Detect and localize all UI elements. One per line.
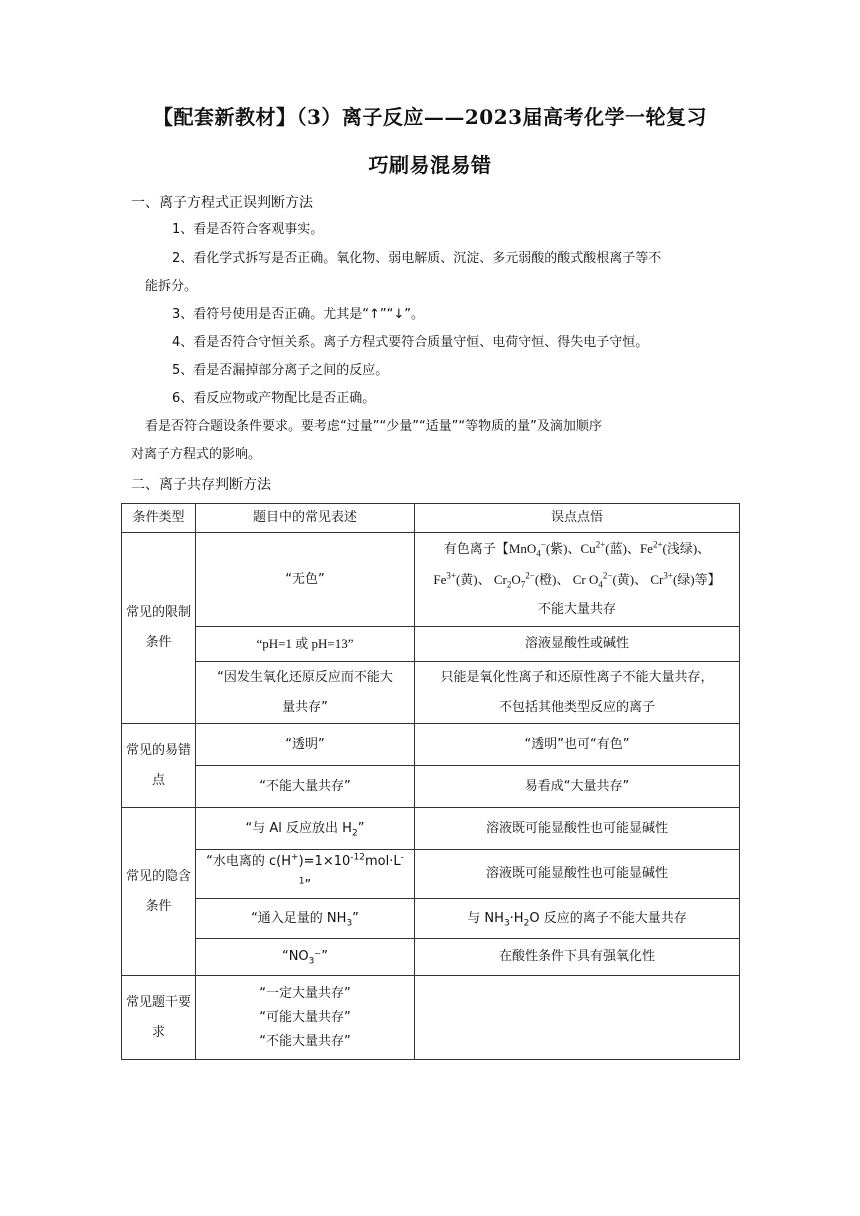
table-row — [122, 808, 740, 850]
table-row — [122, 533, 740, 627]
table-row — [122, 627, 740, 662]
expr-ph: “pH=1 或 pH=13” — [196, 627, 415, 662]
expr-redox: “因发生氧化还原反应而不能大 量共存” — [196, 662, 415, 724]
req-cannot-coexist: “不能大量共存” — [259, 1033, 351, 1049]
note-colored-ions: 有色离子【MnO$_4$−(紫)、$Cu^{2+}$(蓝)、$Fe^{2+}$(浅绿)、 $Fe^{3+}$(黄)、 $Cr_2O_7^{2-}$(橙)、 Cr $O_4^{2-}$(黄)、 $Cr^{3+}$(绿)等】 不能大量共存 — [415, 533, 740, 627]
expr-colorless: “无色” — [196, 533, 415, 627]
expr-water-ionization: “水电离的 $c(H^+)=1\times 10^{-12}mol\cdot L^{-1}$” — [196, 850, 415, 899]
header-condition-type: 条件类型 — [122, 504, 196, 533]
note-transparent: “透明”也可“有色” — [415, 724, 740, 766]
table-row — [122, 850, 740, 899]
document-title-line1: 【配套新教材】（3）离子反应——2023届高考化学一轮复习 — [152, 105, 708, 129]
section1-heading: 一、离子方程式正误判断方法 — [131, 195, 313, 211]
condition-note-line1: 看是否符合题设条件要求。要考虑“过量”“少量”“适量”“等物质的量”及滴加顺序 — [145, 419, 602, 434]
note-requirements-empty — [415, 976, 740, 1060]
rule-item-4: 4、看是否符合守恒关系。离子方程式要符合质量守恒、电荷守恒、得失电子守恒。 — [172, 335, 649, 350]
req-definitely-coexist: “一定大量共存” — [259, 985, 351, 1001]
section2-heading: 二、离子共存判断方法 — [131, 477, 271, 493]
note-redox: 只能是氧化性离子和还原性离子不能大量共存， 不包括其他类型反应的离子 — [415, 662, 740, 724]
group-limit-conditions: 常见的限制条件 — [122, 533, 196, 724]
table-row — [122, 724, 740, 766]
expr-transparent: “透明” — [196, 724, 415, 766]
expr-cannot-coexist: “不能大量共存” — [196, 766, 415, 808]
header-mistake-tips: 误点点悟 — [415, 504, 740, 533]
expr-nh3: “通入足量的 $NH_3$” — [196, 899, 415, 939]
note-ph: 溶液显酸性或碱性 — [415, 627, 740, 662]
table-header-row — [122, 504, 740, 533]
note-al-h2: 溶液既可能显酸性也可能显碱性 — [415, 808, 740, 850]
expr-no3: “$NO_3^-$” — [196, 939, 415, 976]
group-easy-mistakes: 常见的易错点 — [122, 724, 196, 808]
note-nh3: 与 $NH_3\cdot H_2O$ 反应的离子不能大量共存 — [415, 899, 740, 939]
rule-item-1: 1、看是否符合客观事实。 — [172, 222, 324, 237]
note-cannot-coexist: 易看成“大量共存” — [415, 766, 740, 808]
rule-item-3: 3、看符号使用是否正确。尤其是“↑”“↓”。 — [172, 307, 424, 322]
table-row — [122, 899, 740, 939]
condition-note-line2: 对离子方程式的影响。 — [131, 447, 262, 462]
rule-item-2-cont: 能拆分。 — [145, 279, 198, 294]
req-possibly-coexist: “可能大量共存” — [259, 1009, 351, 1025]
table-row — [122, 766, 740, 808]
expr-al-h2: “与 Al 反应放出 $H_2$” — [196, 808, 415, 850]
note-water-ionization: 溶液既可能显酸性也可能显碱性 — [415, 850, 740, 899]
group-hidden-conditions: 常见的隐含条件 — [122, 808, 196, 976]
note-no3: 在酸性条件下具有强氧化性 — [415, 939, 740, 976]
table-row — [122, 662, 740, 724]
table-row — [122, 976, 740, 1060]
document-title-line2: 巧刷易混易错 — [368, 153, 492, 177]
expr-requirements — [196, 976, 415, 1060]
rule-item-6: 6、看反应物或产物配比是否正确。 — [172, 391, 376, 406]
rule-item-2: 2、看化学式拆写是否正确。氧化物、弱电解质、沉淀、多元弱酸的酸式酸根离子等不 — [172, 251, 662, 266]
table-row — [122, 939, 740, 976]
group-stem-requirements: 常见题干要求 — [122, 976, 196, 1060]
rule-item-5: 5、看是否漏掉部分离子之间的反应。 — [172, 363, 389, 378]
header-common-expression: 题目中的常见表述 — [196, 504, 415, 533]
ion-coexistence-table — [121, 503, 740, 1060]
